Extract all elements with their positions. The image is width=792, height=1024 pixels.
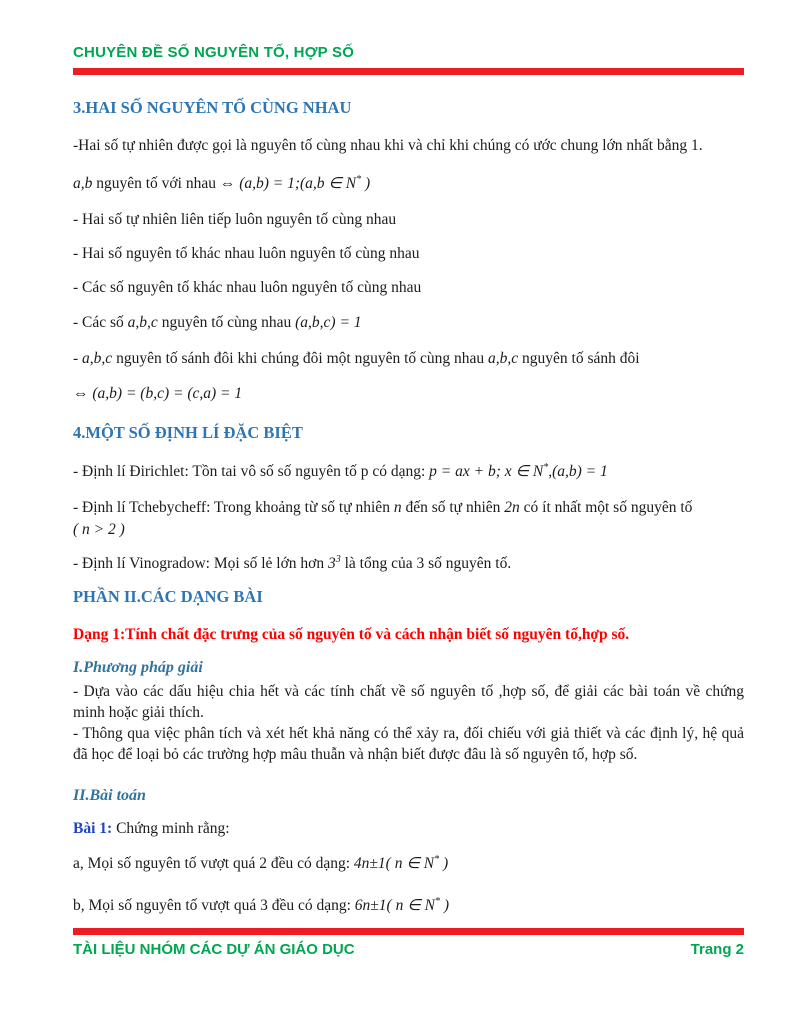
bullet-text: nguyên tố sánh đôi bbox=[518, 350, 640, 367]
document-content bbox=[73, 97, 744, 931]
bullet-distinct-primes: - Hai số nguyên tố khác nhau luôn nguyên tố cùng nhau bbox=[73, 245, 420, 262]
math-close: ) bbox=[439, 855, 449, 872]
footer-group-name: TÀI LIỆU NHÓM CÁC DỰ ÁN GIÁO DỤC bbox=[73, 941, 355, 958]
bullet-text: - Các số bbox=[73, 314, 128, 331]
math-vars: a,b,c bbox=[127, 314, 158, 331]
math-var-2n: 2n bbox=[504, 499, 520, 516]
pairwise-coprime-formula bbox=[73, 382, 744, 406]
bullet-pairwise-coprime bbox=[73, 348, 744, 369]
math-expression: 6n±1( n ∈ N bbox=[354, 897, 435, 914]
section-4-heading: 4.MỘT SỐ ĐỊNH LÍ ĐẶC BIỆT bbox=[73, 423, 303, 442]
tchebycheff-condition bbox=[73, 518, 744, 542]
coprime-definition-formula bbox=[73, 172, 744, 196]
dirichlet-theorem bbox=[73, 460, 744, 484]
problems-heading: II.Bài toán bbox=[73, 787, 146, 804]
superscript-star: * bbox=[543, 461, 549, 473]
part-b-text: b, Mọi số nguyên tố vượt quá 3 đều có dạng: bbox=[73, 897, 355, 914]
document-title: CHUYÊN ĐỀ SỐ NGUYÊN TỐ, HỢP SỐ bbox=[73, 44, 355, 61]
iff-arrow: ⇔ bbox=[73, 385, 89, 402]
iff-arrow: ⇔ bbox=[219, 175, 236, 192]
theorem-text: - Định lí Tchebycheff: Trong khoảng từ số tự nhiên bbox=[73, 499, 394, 516]
math-expression: 4n±1( n ∈ N bbox=[353, 855, 435, 872]
math-expression: ,(a,b) = 1 bbox=[548, 463, 608, 480]
math-vars: a,b,c bbox=[82, 350, 113, 367]
header-rule bbox=[73, 68, 744, 75]
method-paragraph-1: - Dựa vào các dấu hiệu chia hết và các tính chất về số nguyên tố ,hợp số, để giải các bài toán về chứng minh hoặc giải thích. bbox=[73, 683, 744, 721]
section-3-intro: -Hai số tự nhiên được gọi là nguyên tố cùng nhau khi và chỉ khi chúng có ước chung lớn nhất bằng 1. bbox=[73, 137, 703, 154]
superscript-exponent: 3 bbox=[335, 553, 341, 565]
theorem-text: - Định lí Vinogradow: Mọi số lẻ lớn hơn bbox=[73, 555, 328, 572]
math-close: ) bbox=[361, 175, 371, 192]
superscript-star: * bbox=[356, 173, 362, 185]
bullet-text: nguyên tố cùng nhau bbox=[157, 314, 296, 331]
theorem-text: là tổng của 3 số nguyên tố. bbox=[340, 555, 512, 572]
math-condition: ( n > 2 ) bbox=[73, 521, 125, 538]
math-expression: (a,b) = 1;(a,b ∈ N bbox=[235, 175, 357, 192]
math-expression: (a,b,c) = 1 bbox=[295, 314, 362, 331]
page-header bbox=[73, 44, 744, 75]
tchebycheff-theorem bbox=[73, 497, 744, 518]
problem-1-statement bbox=[73, 818, 744, 839]
bullet-abc-coprime bbox=[73, 311, 744, 335]
problem-1-text: Chứng minh rằng: bbox=[112, 820, 230, 837]
footer-row bbox=[73, 941, 744, 958]
math-base: 3 bbox=[328, 555, 336, 572]
bullet-text: - bbox=[73, 350, 83, 367]
superscript-star: * bbox=[434, 853, 440, 865]
bullet-text: nguyên tố sánh đôi khi chúng đôi một nguyên tố cùng nhau bbox=[112, 350, 489, 367]
theorem-text: - Định lí Đirichlet: Tồn tai vô số số nguyên tố p có dạng: bbox=[73, 463, 430, 480]
superscript-star: * bbox=[434, 895, 440, 907]
bullet-consecutive-naturals: - Hai số tự nhiên liên tiếp luôn nguyên tố cùng nhau bbox=[73, 211, 397, 228]
math-expression: (a,b) = (b,c) = (c,a) = 1 bbox=[88, 385, 243, 402]
part-a-text: a, Mọi số nguyên tố vượt quá 2 đều có dạng: bbox=[73, 855, 354, 872]
math-expression: p = ax + b; x ∈ N bbox=[429, 463, 544, 480]
math-vars: a,b,c bbox=[488, 350, 519, 367]
problem-1-part-b bbox=[73, 894, 744, 918]
bullet-distinct-primes-plural: - Các số nguyên tố khác nhau luôn nguyên tố cùng nhau bbox=[73, 279, 422, 296]
footer-page-number: Trang 2 bbox=[690, 941, 744, 958]
page-footer bbox=[73, 928, 744, 958]
math-vars: a,b bbox=[73, 175, 93, 192]
section-3-heading: 3.HAI SỐ NGUYÊN TỐ CÙNG NHAU bbox=[73, 98, 352, 117]
footer-rule bbox=[73, 928, 744, 935]
definition-text: nguyên tố với nhau bbox=[92, 175, 220, 192]
method-paragraph-2: - Thông qua việc phân tích và xét hết khả năng có thể xảy ra, đối chiếu với giả thiết và các định lý, hệ quả đã học để loại bỏ các trường hợp mâu thuẫn và nhận biết được đâu là số nguyên tố, hợp số. bbox=[73, 725, 744, 763]
theorem-text: đến số tự nhiên bbox=[401, 499, 505, 516]
dang-1-heading: Dạng 1:Tính chất đặc trưng của số nguyên tố và cách nhận biết số nguyên tố,hợp số. bbox=[73, 626, 630, 643]
math-close: ) bbox=[439, 897, 449, 914]
part-2-heading: PHẦN II.CÁC DẠNG BÀI bbox=[73, 587, 263, 606]
math-var-n: n bbox=[393, 499, 402, 516]
problem-1-part-a bbox=[73, 852, 744, 876]
method-heading: I.Phương pháp giải bbox=[73, 659, 203, 676]
vinogradov-theorem bbox=[73, 552, 744, 576]
theorem-text: có ít nhất một số nguyên tố bbox=[519, 499, 693, 516]
problem-1-label: Bài 1: bbox=[73, 820, 113, 837]
